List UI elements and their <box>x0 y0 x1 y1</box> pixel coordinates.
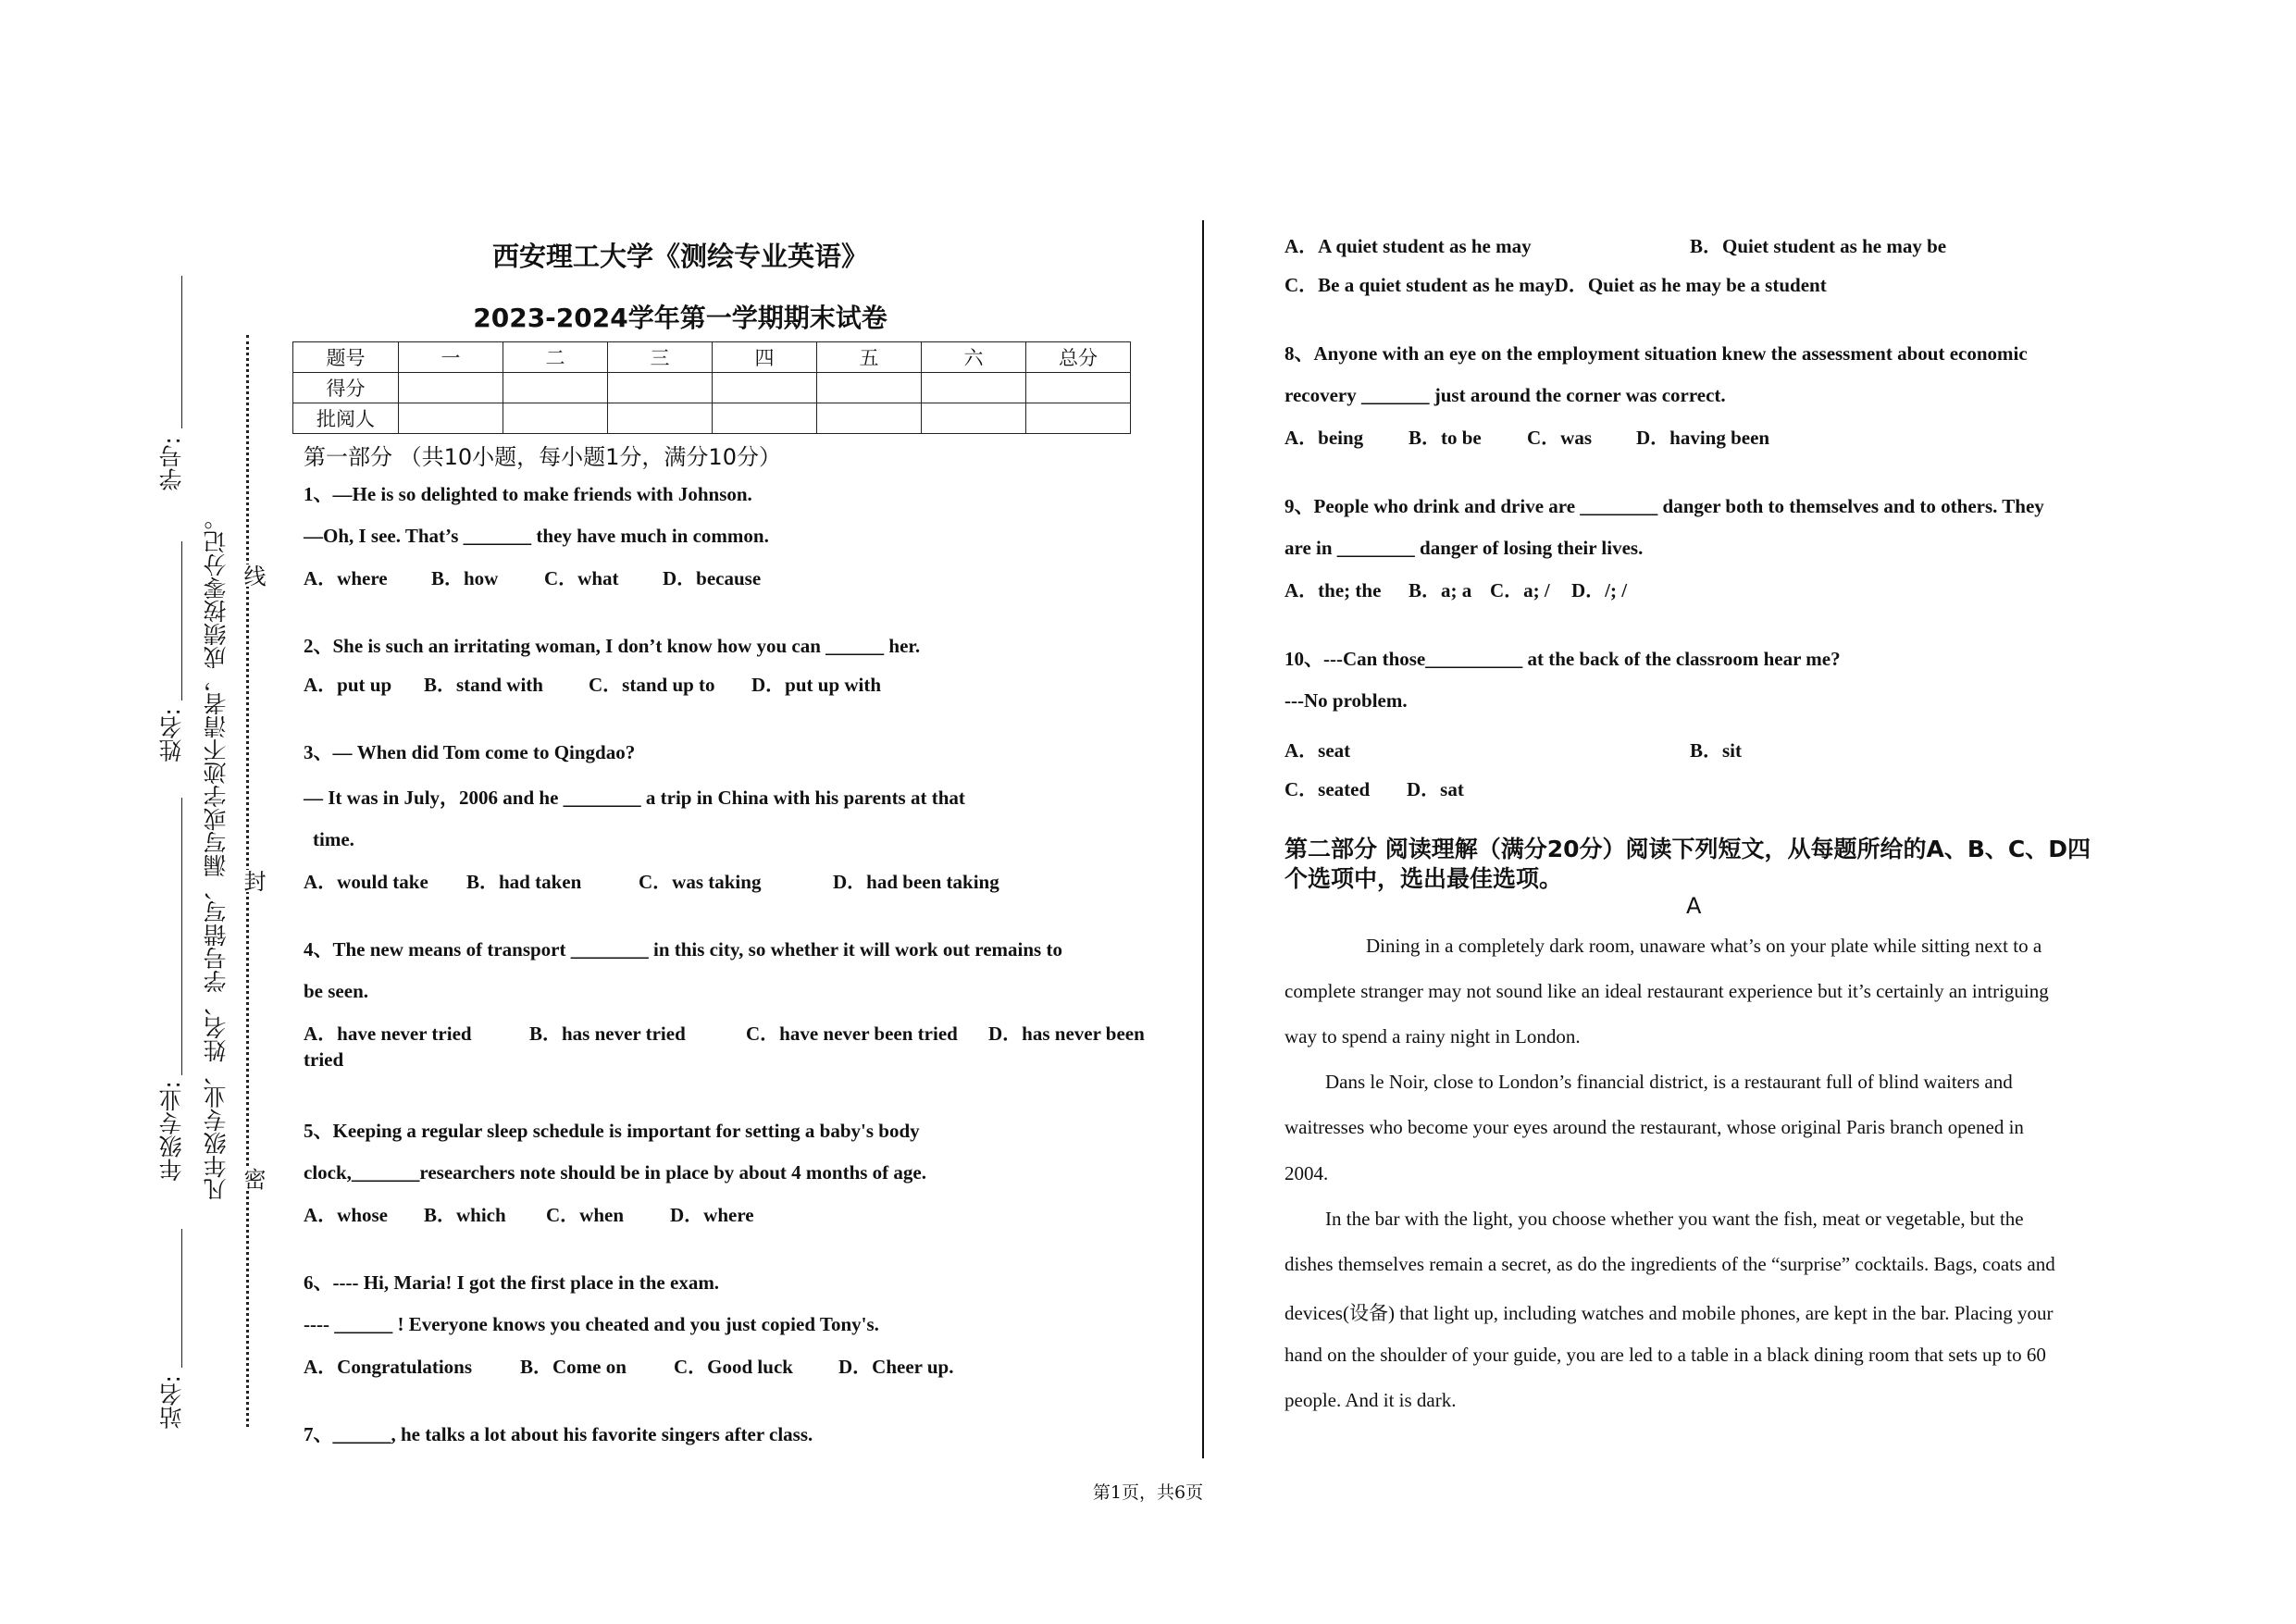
q7-option-a: A．A quiet student as he may <box>1285 235 1532 257</box>
name-label: 姓名: <box>158 708 185 762</box>
q8-option-a: A．being <box>1285 427 1364 449</box>
binding-mark-seal: 封 <box>237 870 269 892</box>
score-col-header: 二 <box>503 342 608 373</box>
score-row-label: 得分 <box>293 373 399 403</box>
q6-stem-2: ---- ______ ! Everyone knows you cheated and you just copied Tony's. <box>304 1313 879 1335</box>
grader-cell[interactable] <box>713 403 817 434</box>
grader-cell[interactable] <box>817 403 922 434</box>
q3-stem-3: time. <box>313 828 354 850</box>
q3-option-a: A．would take <box>304 871 428 893</box>
score-table-header-row <box>293 342 1131 373</box>
grade-major-label: 年级专业: <box>158 1081 185 1182</box>
q6-option-d: D．Cheer up. <box>838 1356 954 1378</box>
score-cell[interactable] <box>922 373 1026 403</box>
q5-option-d: D．where <box>670 1204 754 1226</box>
score-col-header: 六 <box>922 342 1026 373</box>
q3-option-b: B．had taken <box>466 871 582 893</box>
station-blank-line <box>181 1229 182 1368</box>
score-cell[interactable] <box>817 373 922 403</box>
q8-option-c: C．was <box>1527 427 1593 449</box>
q9-option-b: B．a; a <box>1409 579 1472 601</box>
score-table <box>292 341 1131 434</box>
q8-option-d: D．having been <box>1636 427 1770 449</box>
column-divider <box>1202 220 1204 1458</box>
score-col-header: 题号 <box>293 342 399 373</box>
q2-option-d: D．put up with <box>751 674 882 696</box>
grader-row-label: 批阅人 <box>293 403 399 434</box>
q8-stem-2: recovery _______ just around the corner was correct. <box>1285 384 1726 406</box>
q5-option-b: B．which <box>424 1204 506 1226</box>
q2-option-b: B．stand with <box>424 674 543 696</box>
q1-stem: 1、—He is so delighted to make friends with Johnson. <box>304 483 752 505</box>
part1-heading: 第一部分 （共10小题，每小题1分，满分10分） <box>304 444 781 470</box>
binding-mark-secret: 密 <box>237 1168 269 1190</box>
passage-line: hand on the shoulder of your guide, you are led to a table in a black dining room that sets up to 60 <box>1285 1344 2046 1366</box>
q10-stem-2: ---No problem. <box>1285 689 1408 712</box>
q10-option-c: C．seated <box>1285 778 1371 800</box>
q10-option-a: A．seat <box>1285 739 1351 762</box>
binding-notice: 凡年级专业、姓名、学号错写、漏写或字迹不清者，成绩按零分记。 <box>203 507 230 1201</box>
name-blank-line <box>181 541 182 700</box>
q7-stem: 7、______, he talks a lot about his favorite singers after class. <box>304 1423 813 1445</box>
grader-row <box>293 403 1131 434</box>
grader-cell[interactable] <box>608 403 713 434</box>
q7-option-cd: C．Be a quiet student as he mayD．Quiet as he may be a student <box>1285 274 1827 296</box>
q9-stem-2: are in ________ danger of losing their lives. <box>1285 537 1644 559</box>
q6-option-a: A．Congratulations <box>304 1356 473 1378</box>
q4-option-d-wrap: tried <box>304 1048 344 1071</box>
score-col-header: 四 <box>713 342 817 373</box>
score-cell[interactable] <box>1026 373 1131 403</box>
grader-cell[interactable] <box>1026 403 1131 434</box>
q4-option-a: A．have never tried <box>304 1023 472 1045</box>
grade-major-blank-line <box>181 798 182 1075</box>
student-id-label: 学号: <box>158 437 185 491</box>
q1-option-a: A．where <box>304 567 388 589</box>
score-cell[interactable] <box>399 373 503 403</box>
score-col-header: 一 <box>399 342 503 373</box>
q4-stem: 4、The new means of transport ________ in this city, so whether it will work out remains to <box>304 938 1062 961</box>
q9-option-c: C．a; / <box>1490 579 1550 601</box>
passage-line: way to spend a rainy night in London. <box>1285 1025 1581 1048</box>
q4-stem-2: be seen. <box>304 980 368 1002</box>
score-cell[interactable] <box>503 373 608 403</box>
q9-stem: 9、People who drink and drive are ________ danger both to themselves and to others. They <box>1285 495 2044 517</box>
passage-line: In the bar with the light, you choose whether you want the fish, meat or vegetable, but the <box>1325 1208 2024 1230</box>
passage-label: A <box>1686 893 1702 919</box>
q6-option-b: B．Come on <box>520 1356 627 1378</box>
q1-option-c: C．what <box>544 567 619 589</box>
q6-stem: 6、---- Hi, Maria! I got the first place in the exam. <box>304 1271 720 1294</box>
passage-line: Dans le Noir, close to London’s financial district, is a restaurant full of blind waiters and <box>1325 1071 2013 1093</box>
passage-line: complete stranger may not sound like an ideal restaurant experience but it’s certainly an intriguing <box>1285 980 2049 1002</box>
q4-option-b: B．has never tried <box>529 1023 686 1045</box>
score-col-header: 总分 <box>1026 342 1131 373</box>
score-cell[interactable] <box>713 373 817 403</box>
q10-option-b: B．sit <box>1690 739 1743 762</box>
grader-cell[interactable] <box>399 403 503 434</box>
q10-option-d: D．sat <box>1407 778 1464 800</box>
passage-line: waitresses who become your eyes around the restaurant, whose original Paris branch opened in <box>1285 1116 2024 1138</box>
q1-option-b: B．how <box>431 567 499 589</box>
score-row <box>293 373 1131 403</box>
station-label: 站名: <box>158 1375 185 1430</box>
q2-stem: 2、She is such an irritating woman, I don’t know how you can ______ her. <box>304 635 921 657</box>
q2-option-c: C．stand up to <box>589 674 715 696</box>
passage-line: dishes themselves remain a secret, as do the ingredients of the “surprise” cocktails. Bags, coats and <box>1285 1253 2055 1275</box>
grader-cell[interactable] <box>503 403 608 434</box>
q5-stem: 5、Keeping a regular sleep schedule is important for setting a baby's body <box>304 1120 920 1142</box>
q5-stem-2: clock,_______researchers note should be in place by about 4 months of age. <box>304 1161 926 1184</box>
q5-option-c: C．when <box>546 1204 625 1226</box>
score-cell[interactable] <box>608 373 713 403</box>
q1-option-d: D．because <box>663 567 762 589</box>
exam-subtitle: 2023-2024学年第一学期期末试卷 <box>473 303 887 333</box>
q8-option-b: B．to be <box>1409 427 1482 449</box>
q2-option-a: A．put up <box>304 674 392 696</box>
q10-stem: 10、---Can those__________ at the back of the classroom hear me? <box>1285 648 1841 670</box>
passage-line: 2004. <box>1285 1162 1329 1184</box>
score-col-header: 三 <box>608 342 713 373</box>
part2-heading: 第二部分 阅读理解（满分20分）阅读下列短文，从每题所给的A、B、C、D四 <box>1285 836 2091 862</box>
passage-line: people. And it is dark. <box>1285 1389 1457 1411</box>
q8-stem: 8、Anyone with an eye on the employment situation knew the assessment about economic <box>1285 342 2028 365</box>
exam-title: 西安理工大学《测绘专业英语》 <box>491 241 868 272</box>
q6-option-c: C．Good luck <box>674 1356 793 1378</box>
q3-option-d: D．had been taking <box>833 871 999 893</box>
passage-line: devices(设备) that light up, including watches and mobile phones, are kept in the bar. Placing your <box>1285 1302 2054 1324</box>
page-footer: 第1页，共6页 <box>1092 1482 1204 1503</box>
part2-heading-2: 个选项中，选出最佳选项。 <box>1285 865 1563 892</box>
passage-line: Dining in a completely dark room, unaware what’s on your plate while sitting next to a <box>1366 935 2042 957</box>
q4-option-c: C．have never been tried <box>746 1023 958 1045</box>
binding-mark-line: 线 <box>237 564 269 587</box>
q4-option-d: D．has never been <box>988 1023 1145 1045</box>
q7-option-b: B．Quiet student as he may be <box>1690 235 1947 257</box>
q3-option-c: C．was taking <box>639 871 762 893</box>
q9-option-a: A．the; the <box>1285 579 1382 601</box>
q1-stem-2: —Oh, I see. That’s _______ they have much in common. <box>304 525 769 547</box>
score-col-header: 五 <box>817 342 922 373</box>
q5-option-a: A．whose <box>304 1204 389 1226</box>
q3-stem-2: — It was in July，2006 and he ________ a trip in China with his parents at that <box>304 787 965 809</box>
q9-option-d: D．/; / <box>1571 579 1628 601</box>
grader-cell[interactable] <box>922 403 1026 434</box>
q3-stem: 3、— When did Tom come to Qingdao? <box>304 741 636 763</box>
